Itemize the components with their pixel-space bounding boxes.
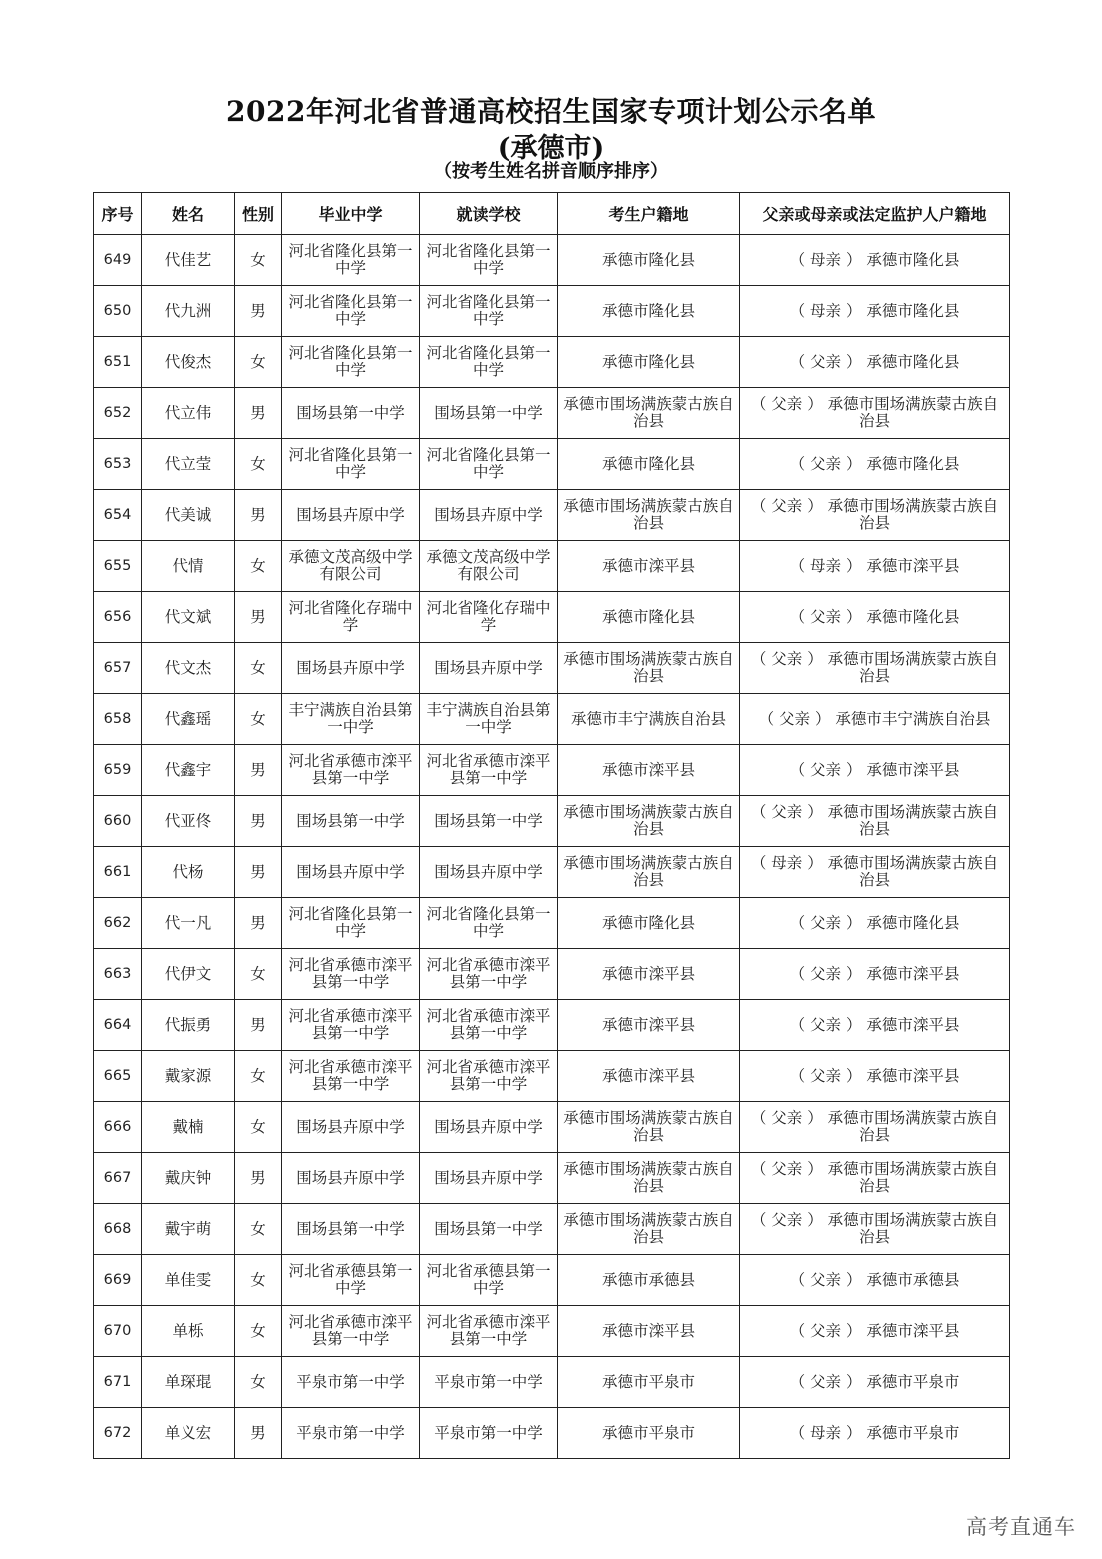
table-row — [94, 541, 1010, 592]
cell-current-school: 围场县卉原中学 — [420, 1102, 558, 1153]
cell-graduated-school: 河北省承德市滦平县第一中学 — [282, 1306, 420, 1357]
cell-graduated-school: 河北省隆化县第一中学 — [282, 898, 420, 949]
cell-current-school: 河北省承德市滦平县第一中学 — [420, 1051, 558, 1102]
header-gender: 性别 — [235, 193, 282, 235]
table-row — [94, 1255, 1010, 1306]
cell-name: 代杨 — [142, 847, 235, 898]
header-name: 姓名 — [142, 193, 235, 235]
cell-index: 671 — [94, 1357, 142, 1408]
cell-name: 代立莹 — [142, 439, 235, 490]
cell-student-hukou: 承德市隆化县 — [558, 235, 740, 286]
cell-student-hukou: 承德市丰宁满族自治县 — [558, 694, 740, 745]
cell-index: 663 — [94, 949, 142, 1000]
cell-gender: 女 — [235, 541, 282, 592]
cell-student-hukou: 承德市围场满族蒙古族自治县 — [558, 643, 740, 694]
cell-gender: 女 — [235, 235, 282, 286]
sort-note: （按考生姓名拼音顺序排序） — [434, 161, 668, 182]
cell-current-school: 平泉市第一中学 — [420, 1408, 558, 1459]
table-row — [94, 694, 1010, 745]
cell-name: 代俊杰 — [142, 337, 235, 388]
cell-name: 代伊文 — [142, 949, 235, 1000]
table-row — [94, 592, 1010, 643]
cell-current-school: 丰宁满族自治县第一中学 — [420, 694, 558, 745]
cell-student-hukou: 承德市滦平县 — [558, 1000, 740, 1051]
table-row — [94, 1357, 1010, 1408]
cell-index: 672 — [94, 1408, 142, 1459]
cell-index: 655 — [94, 541, 142, 592]
cell-guardian-hukou: （ 母亲 ） 承德市平泉市 — [740, 1408, 1010, 1459]
cell-guardian-hukou: （ 父亲 ） 承德市围场满族蒙古族自治县 — [740, 796, 1010, 847]
cell-current-school: 围场县卉原中学 — [420, 490, 558, 541]
cell-current-school: 围场县第一中学 — [420, 1204, 558, 1255]
table-body — [94, 235, 1010, 1459]
cell-graduated-school: 承德文茂高级中学有限公司 — [282, 541, 420, 592]
table-row — [94, 388, 1010, 439]
table-row — [94, 1051, 1010, 1102]
cell-name: 代九洲 — [142, 286, 235, 337]
cell-student-hukou: 承德市滦平县 — [558, 1306, 740, 1357]
cell-guardian-hukou: （ 父亲 ） 承德市隆化县 — [740, 439, 1010, 490]
cell-gender: 女 — [235, 694, 282, 745]
cell-name: 代一凡 — [142, 898, 235, 949]
cell-gender: 女 — [235, 1051, 282, 1102]
cell-guardian-hukou: （ 父亲 ） 承德市滦平县 — [740, 745, 1010, 796]
cell-graduated-school: 围场县卉原中学 — [282, 847, 420, 898]
cell-current-school: 河北省承德市滦平县第一中学 — [420, 745, 558, 796]
cell-gender: 男 — [235, 592, 282, 643]
cell-current-school: 河北省承德县第一中学 — [420, 1255, 558, 1306]
cell-student-hukou: 承德市围场满族蒙古族自治县 — [558, 490, 740, 541]
cell-gender: 男 — [235, 1000, 282, 1051]
cell-graduated-school: 河北省隆化县第一中学 — [282, 439, 420, 490]
cell-student-hukou: 承德市滦平县 — [558, 1051, 740, 1102]
cell-guardian-hukou: （ 母亲 ） 承德市滦平县 — [740, 541, 1010, 592]
cell-gender: 女 — [235, 1306, 282, 1357]
cell-current-school: 河北省隆化县第一中学 — [420, 235, 558, 286]
cell-name: 代佳艺 — [142, 235, 235, 286]
cell-current-school: 围场县第一中学 — [420, 796, 558, 847]
cell-graduated-school: 河北省承德市滦平县第一中学 — [282, 1051, 420, 1102]
cell-name: 代鑫瑶 — [142, 694, 235, 745]
cell-graduated-school: 河北省隆化县第一中学 — [282, 337, 420, 388]
cell-index: 652 — [94, 388, 142, 439]
table-row — [94, 643, 1010, 694]
cell-graduated-school: 平泉市第一中学 — [282, 1357, 420, 1408]
table-row — [94, 1204, 1010, 1255]
document-title: 2022年河北省普通高校招生国家专项计划公示名单 — [226, 95, 876, 128]
cell-gender: 男 — [235, 388, 282, 439]
cell-index: 649 — [94, 235, 142, 286]
cell-gender: 男 — [235, 1153, 282, 1204]
cell-index: 670 — [94, 1306, 142, 1357]
cell-index: 661 — [94, 847, 142, 898]
table-row — [94, 1000, 1010, 1051]
cell-gender: 男 — [235, 898, 282, 949]
table-row — [94, 1408, 1010, 1459]
cell-name: 戴楠 — [142, 1102, 235, 1153]
table-row — [94, 286, 1010, 337]
cell-index: 659 — [94, 745, 142, 796]
cell-guardian-hukou: （ 父亲 ） 承德市滦平县 — [740, 1051, 1010, 1102]
cell-graduated-school: 围场县第一中学 — [282, 796, 420, 847]
cell-current-school: 河北省隆化存瑞中学 — [420, 592, 558, 643]
cell-gender: 女 — [235, 1357, 282, 1408]
cell-current-school: 围场县卉原中学 — [420, 643, 558, 694]
cell-guardian-hukou: （ 父亲 ） 承德市围场满族蒙古族自治县 — [740, 643, 1010, 694]
cell-graduated-school: 围场县卉原中学 — [282, 490, 420, 541]
header-row — [94, 193, 1010, 235]
cell-graduated-school: 河北省隆化县第一中学 — [282, 286, 420, 337]
cell-index: 664 — [94, 1000, 142, 1051]
cell-guardian-hukou: （ 父亲 ） 承德市围场满族蒙古族自治县 — [740, 1204, 1010, 1255]
cell-student-hukou: 承德市隆化县 — [558, 898, 740, 949]
table-row — [94, 1102, 1010, 1153]
cell-gender: 男 — [235, 745, 282, 796]
cell-index: 658 — [94, 694, 142, 745]
table-row — [94, 235, 1010, 286]
cell-graduated-school: 丰宁满族自治县第一中学 — [282, 694, 420, 745]
cell-student-hukou: 承德市隆化县 — [558, 439, 740, 490]
cell-index: 651 — [94, 337, 142, 388]
cell-index: 660 — [94, 796, 142, 847]
cell-index: 656 — [94, 592, 142, 643]
cell-graduated-school: 河北省承德县第一中学 — [282, 1255, 420, 1306]
cell-gender: 男 — [235, 286, 282, 337]
cell-gender: 男 — [235, 847, 282, 898]
cell-name: 单佳雯 — [142, 1255, 235, 1306]
cell-current-school: 河北省隆化县第一中学 — [420, 337, 558, 388]
cell-graduated-school: 河北省承德市滦平县第一中学 — [282, 949, 420, 1000]
cell-name: 代振勇 — [142, 1000, 235, 1051]
cell-student-hukou: 承德市平泉市 — [558, 1408, 740, 1459]
cell-gender: 女 — [235, 1255, 282, 1306]
cell-index: 653 — [94, 439, 142, 490]
cell-current-school: 河北省承德市滦平县第一中学 — [420, 1000, 558, 1051]
table-row — [94, 490, 1010, 541]
cell-student-hukou: 承德市围场满族蒙古族自治县 — [558, 388, 740, 439]
cell-guardian-hukou: （ 父亲 ） 承德市滦平县 — [740, 949, 1010, 1000]
cell-index: 668 — [94, 1204, 142, 1255]
cell-graduated-school: 平泉市第一中学 — [282, 1408, 420, 1459]
cell-student-hukou: 承德市隆化县 — [558, 592, 740, 643]
cell-guardian-hukou: （ 父亲 ） 承德市隆化县 — [740, 898, 1010, 949]
cell-name: 戴家源 — [142, 1051, 235, 1102]
cell-student-hukou: 承德市滦平县 — [558, 541, 740, 592]
cell-index: 657 — [94, 643, 142, 694]
cell-guardian-hukou: （ 母亲 ） 承德市隆化县 — [740, 235, 1010, 286]
cell-graduated-school: 围场县卉原中学 — [282, 1102, 420, 1153]
header-guardian-hukou: 父亲或母亲或法定监护人户籍地 — [740, 193, 1010, 235]
cell-guardian-hukou: （ 父亲 ） 承德市平泉市 — [740, 1357, 1010, 1408]
cell-student-hukou: 承德市平泉市 — [558, 1357, 740, 1408]
cell-name: 单栎 — [142, 1306, 235, 1357]
cell-graduated-school: 围场县第一中学 — [282, 388, 420, 439]
cell-guardian-hukou: （ 父亲 ） 承德市承德县 — [740, 1255, 1010, 1306]
cell-guardian-hukou: （ 母亲 ） 承德市围场满族蒙古族自治县 — [740, 847, 1010, 898]
cell-guardian-hukou: （ 父亲 ） 承德市隆化县 — [740, 337, 1010, 388]
cell-index: 650 — [94, 286, 142, 337]
cell-graduated-school: 围场县第一中学 — [282, 1204, 420, 1255]
header-student-hukou: 考生户籍地 — [558, 193, 740, 235]
cell-index: 654 — [94, 490, 142, 541]
cell-student-hukou: 承德市围场满族蒙古族自治县 — [558, 1204, 740, 1255]
roster-table — [93, 192, 1010, 1459]
cell-gender: 男 — [235, 796, 282, 847]
cell-name: 代立伟 — [142, 388, 235, 439]
cell-name: 代亚佟 — [142, 796, 235, 847]
cell-guardian-hukou: （ 父亲 ） 承德市围场满族蒙古族自治县 — [740, 1153, 1010, 1204]
cell-name: 代情 — [142, 541, 235, 592]
cell-guardian-hukou: （ 父亲 ） 承德市围场满族蒙古族自治县 — [740, 1102, 1010, 1153]
header-index: 序号 — [94, 193, 142, 235]
cell-gender: 女 — [235, 643, 282, 694]
cell-graduated-school: 河北省隆化存瑞中学 — [282, 592, 420, 643]
cell-current-school: 河北省承德市滦平县第一中学 — [420, 1306, 558, 1357]
cell-gender: 男 — [235, 490, 282, 541]
cell-guardian-hukou: （ 父亲 ） 承德市围场满族蒙古族自治县 — [740, 490, 1010, 541]
cell-name: 代文杰 — [142, 643, 235, 694]
cell-graduated-school: 河北省隆化县第一中学 — [282, 235, 420, 286]
watermark: 高考直通车 — [966, 1515, 1076, 1539]
cell-current-school: 承德文茂高级中学有限公司 — [420, 541, 558, 592]
cell-graduated-school: 河北省承德市滦平县第一中学 — [282, 745, 420, 796]
cell-student-hukou: 承德市滦平县 — [558, 949, 740, 1000]
cell-current-school: 围场县卉原中学 — [420, 1153, 558, 1204]
cell-guardian-hukou: （ 父亲 ） 承德市滦平县 — [740, 1306, 1010, 1357]
cell-gender: 女 — [235, 439, 282, 490]
document-subtitle: (承德市) — [497, 133, 605, 164]
table-row — [94, 1153, 1010, 1204]
header-current-school: 就读学校 — [420, 193, 558, 235]
cell-name: 代美诚 — [142, 490, 235, 541]
table-row — [94, 337, 1010, 388]
table-row — [94, 1306, 1010, 1357]
cell-graduated-school: 围场县卉原中学 — [282, 1153, 420, 1204]
cell-name: 单义宏 — [142, 1408, 235, 1459]
cell-name: 单琛琨 — [142, 1357, 235, 1408]
cell-gender: 女 — [235, 949, 282, 1000]
cell-current-school: 河北省隆化县第一中学 — [420, 898, 558, 949]
table-header — [94, 193, 1010, 235]
cell-gender: 女 — [235, 337, 282, 388]
cell-gender: 男 — [235, 1408, 282, 1459]
cell-name: 戴庆钟 — [142, 1153, 235, 1204]
cell-student-hukou: 承德市承德县 — [558, 1255, 740, 1306]
cell-index: 669 — [94, 1255, 142, 1306]
cell-guardian-hukou: （ 父亲 ） 承德市围场满族蒙古族自治县 — [740, 388, 1010, 439]
cell-index: 666 — [94, 1102, 142, 1153]
cell-student-hukou: 承德市围场满族蒙古族自治县 — [558, 847, 740, 898]
cell-guardian-hukou: （ 父亲 ） 承德市滦平县 — [740, 1000, 1010, 1051]
cell-student-hukou: 承德市滦平县 — [558, 745, 740, 796]
cell-student-hukou: 承德市围场满族蒙古族自治县 — [558, 1153, 740, 1204]
cell-current-school: 围场县卉原中学 — [420, 847, 558, 898]
cell-current-school: 围场县第一中学 — [420, 388, 558, 439]
cell-student-hukou: 承德市围场满族蒙古族自治县 — [558, 796, 740, 847]
cell-student-hukou: 承德市围场满族蒙古族自治县 — [558, 1102, 740, 1153]
table-row — [94, 898, 1010, 949]
cell-gender: 女 — [235, 1204, 282, 1255]
cell-current-school: 平泉市第一中学 — [420, 1357, 558, 1408]
table-row — [94, 949, 1010, 1000]
cell-graduated-school: 围场县卉原中学 — [282, 643, 420, 694]
cell-student-hukou: 承德市隆化县 — [558, 337, 740, 388]
table-row — [94, 796, 1010, 847]
table-row — [94, 847, 1010, 898]
table-row — [94, 439, 1010, 490]
cell-student-hukou: 承德市隆化县 — [558, 286, 740, 337]
table-row — [94, 745, 1010, 796]
cell-guardian-hukou: （ 父亲 ） 承德市隆化县 — [740, 592, 1010, 643]
cell-current-school: 河北省承德市滦平县第一中学 — [420, 949, 558, 1000]
cell-current-school: 河北省隆化县第一中学 — [420, 286, 558, 337]
cell-name: 戴宇萌 — [142, 1204, 235, 1255]
cell-current-school: 河北省隆化县第一中学 — [420, 439, 558, 490]
cell-index: 667 — [94, 1153, 142, 1204]
cell-name: 代鑫宇 — [142, 745, 235, 796]
cell-guardian-hukou: （ 母亲 ） 承德市隆化县 — [740, 286, 1010, 337]
cell-graduated-school: 河北省承德市滦平县第一中学 — [282, 1000, 420, 1051]
cell-index: 662 — [94, 898, 142, 949]
cell-name: 代文斌 — [142, 592, 235, 643]
cell-index: 665 — [94, 1051, 142, 1102]
header-graduated-school: 毕业中学 — [282, 193, 420, 235]
cell-gender: 女 — [235, 1102, 282, 1153]
cell-guardian-hukou: （ 父亲 ） 承德市丰宁满族自治县 — [740, 694, 1010, 745]
